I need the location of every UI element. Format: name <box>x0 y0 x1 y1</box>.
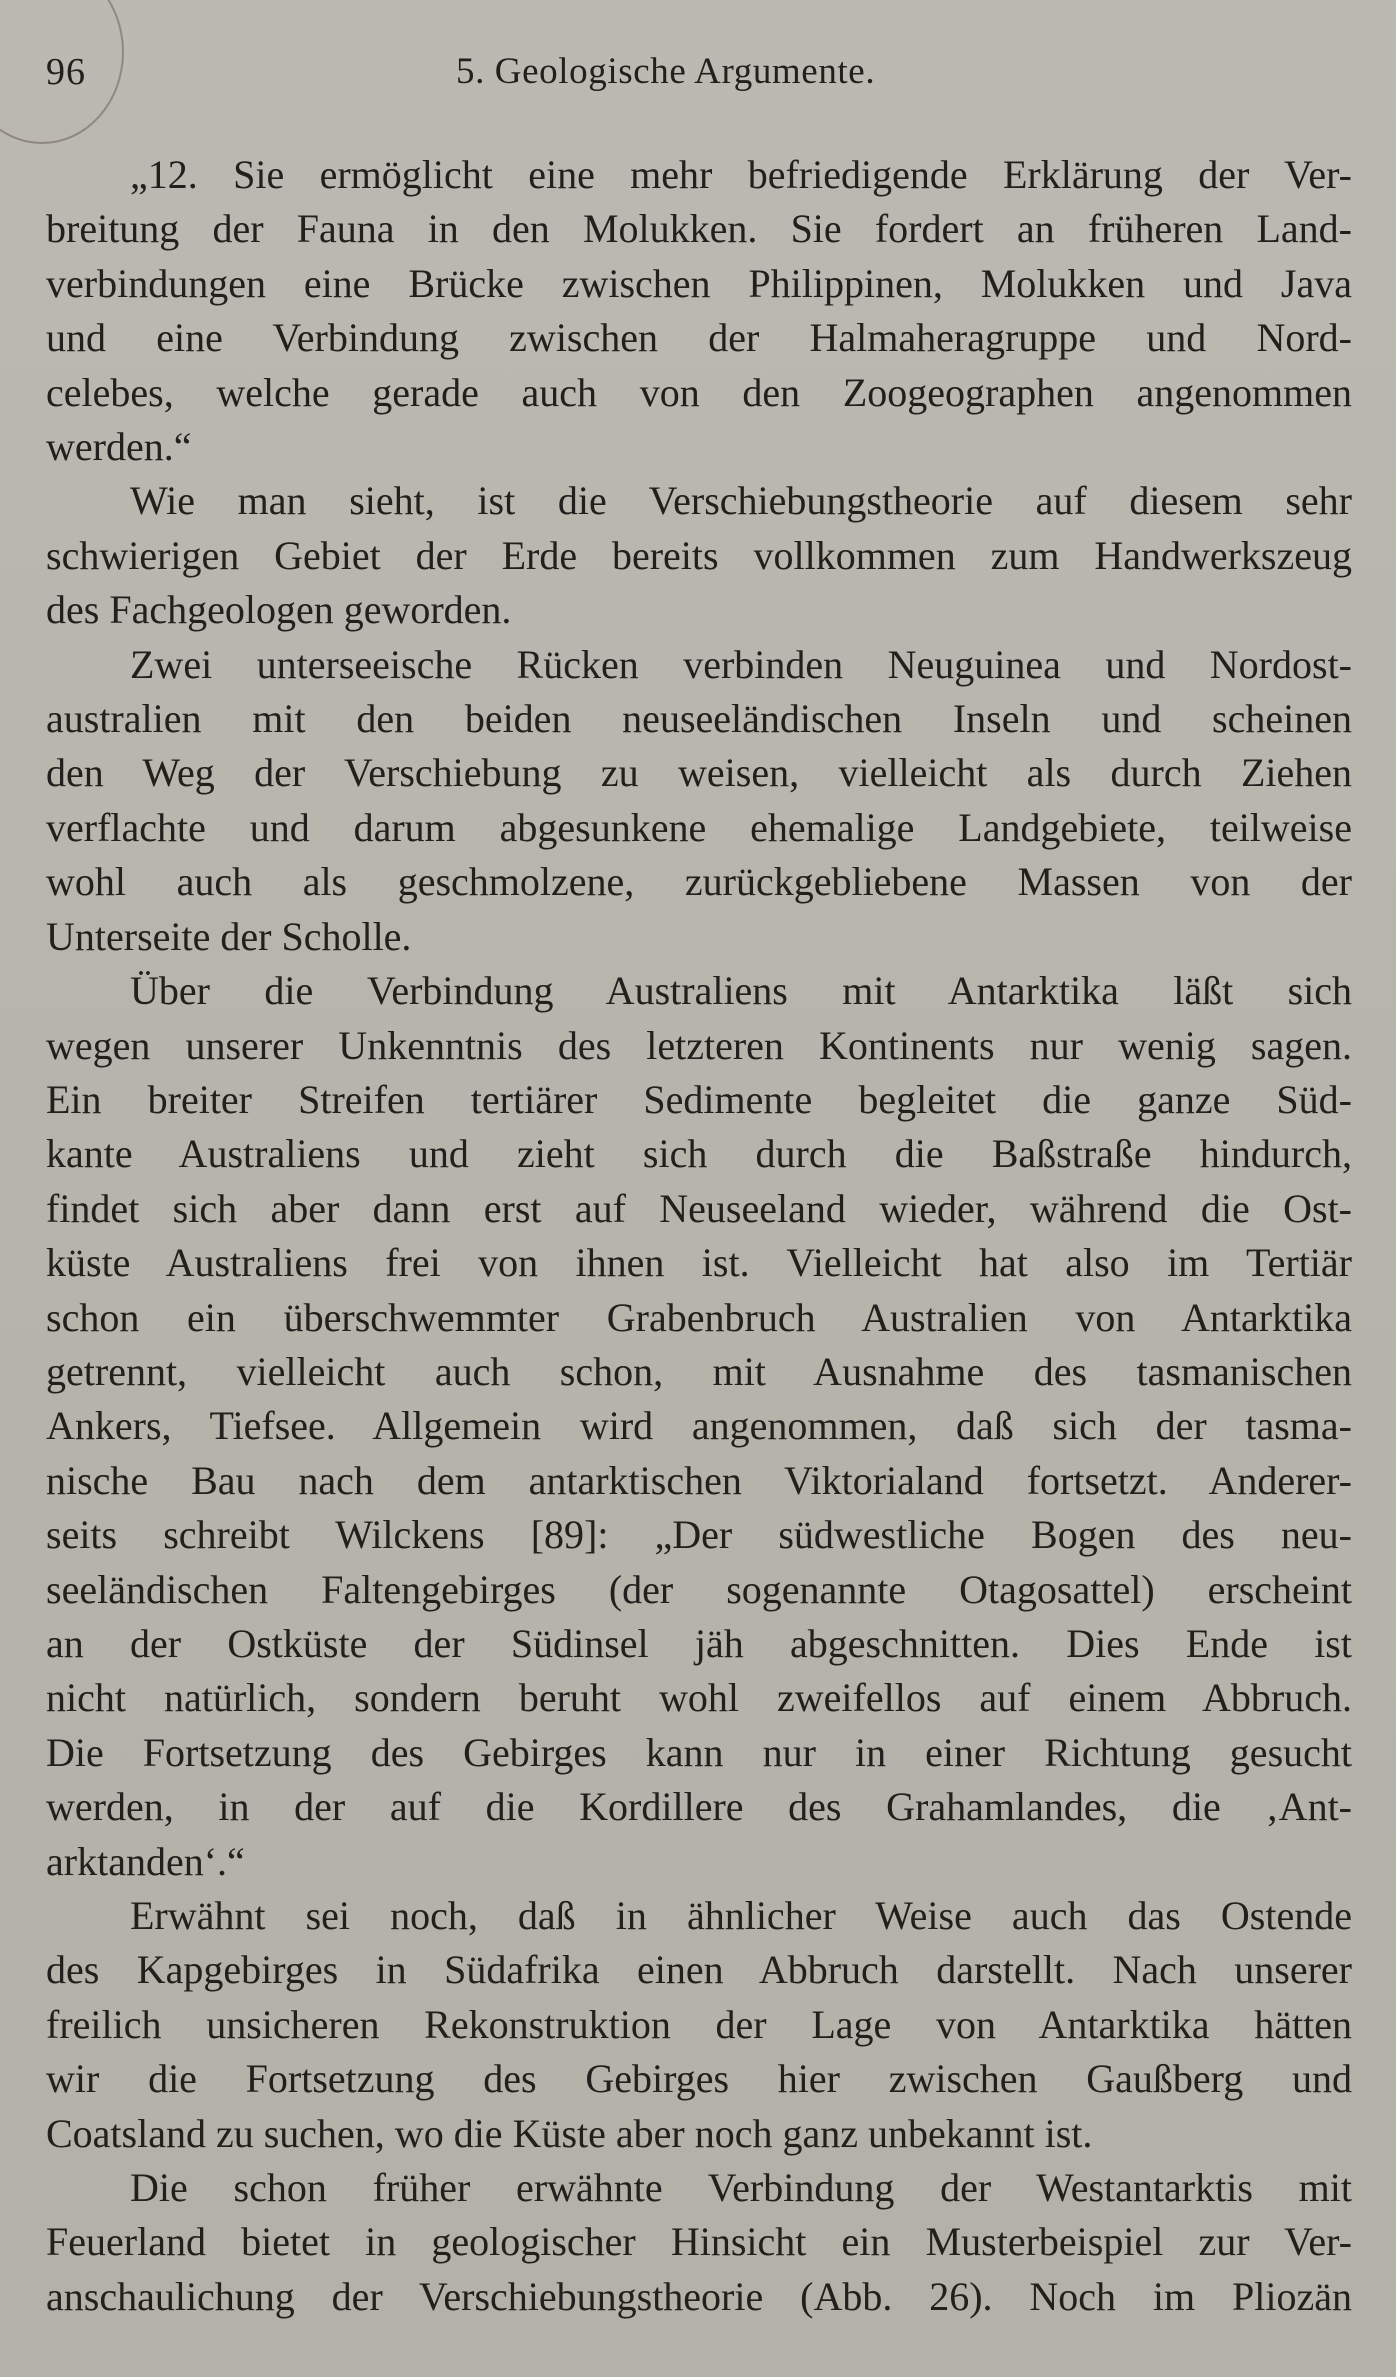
running-head: 5. Geologische Argumente. <box>456 51 876 92</box>
text-line: Unterseite der Scholle. <box>46 913 412 959</box>
text-line: Die schon früher erwähnte Verbindung der Westantarktis mit <box>130 2165 1352 2211</box>
body-text <box>46 148 1352 2324</box>
text-line: wegen unserer Unkenntnis des letzteren Kontinents nur wenig sagen. <box>46 1022 1352 1068</box>
text-line: den Weg der Verschiebung zu weisen, vielleicht als durch Ziehen <box>46 750 1352 796</box>
text-line: küste Australiens frei von ihnen ist. Vielleicht hat also im Tertiär <box>46 1240 1352 1286</box>
text-line: anschaulichung der Verschiebungstheorie (Abb. 26). Noch im Pliozän <box>46 2273 1352 2319</box>
text-line: verflachte und darum abgesunkene ehemalige Landgebiete, teilweise <box>46 804 1352 850</box>
text-line: seits schreibt Wilckens [89]: „Der südwestliche Bogen des neu- <box>46 1512 1352 1558</box>
text-line: „12. Sie ermöglicht eine mehr befriedigende Erklärung der Ver- <box>130 152 1352 197</box>
text-line: Ein breiter Streifen tertiärer Sedimente begleitet die ganze Süd- <box>46 1076 1352 1122</box>
text-line: breitung der Fauna in den Molukken. Sie fordert an früheren Land- <box>46 206 1352 252</box>
text-line: schon ein überschwemmter Grabenbruch Australien von Antarktika <box>46 1294 1352 1340</box>
text-line: nicht natürlich, sondern beruht wohl zweifellos auf einem Abbruch. <box>46 1675 1352 1721</box>
text-line: nische Bau nach dem antarktischen Viktorialand fortsetzt. Anderer- <box>46 1457 1352 1503</box>
text-line: Zwei unterseeische Rücken verbinden Neuguinea und Nordost- <box>130 641 1352 687</box>
text-line: Die Fortsetzung des Gebirges kann nur in einer Richtung gesucht <box>46 1729 1352 1775</box>
text-line: Wie man sieht, ist die Verschiebungstheorie auf diesem sehr <box>130 478 1352 524</box>
text-line: wohl auch als geschmolzene, zurückgebliebene Massen von der <box>46 859 1352 905</box>
text-line: freilich unsicheren Rekonstruktion der Lage von Antarktika hätten <box>46 2001 1352 2047</box>
text-line: australien mit den beiden neuseeländischen Inseln und scheinen <box>46 696 1352 742</box>
text-line: celebes, welche gerade auch von den Zoogeographen angenommen <box>46 369 1352 415</box>
text-line: getrennt, vielleicht auch schon, mit Ausnahme des tasmanischen <box>46 1348 1352 1394</box>
text-line: werden, in der auf die Kordillere des Grahamlandes, die ‚Ant- <box>46 1784 1352 1830</box>
text-line: verbindungen eine Brücke zwischen Philippinen, Molukken und Java <box>46 260 1352 306</box>
text-line: findet sich aber dann erst auf Neuseeland wieder, während die Ost- <box>46 1185 1352 1231</box>
text-line: Über die Verbindung Australiens mit Antarktika läßt sich <box>130 968 1352 1014</box>
text-line: werden.“ <box>46 424 192 470</box>
text-line: kante Australiens und zieht sich durch die Baßstraße hindurch, <box>46 1131 1352 1177</box>
text-line: wir die Fortsetzung des Gebirges hier zwischen Gaußberg und <box>46 2056 1352 2102</box>
text-line: an der Ostküste der Südinsel jäh abgeschnitten. Dies Ende ist <box>46 1620 1352 1666</box>
text-line: Erwähnt sei noch, daß in ähnlicher Weise auch das Ostende <box>130 1893 1352 1938</box>
text-line: Ankers, Tiefsee. Allgemein wird angenommen, daß sich der tasma- <box>46 1403 1352 1449</box>
text-line: Feuerland bietet in geologischer Hinsicht ein Musterbeispiel zur Ver- <box>46 2219 1352 2265</box>
text-line: arktanden‘.“ <box>46 1838 245 1884</box>
text-line: des Fachgeologen geworden. <box>46 587 512 633</box>
text-line: seeländischen Faltengebirges (der sogenannte Otagosattel) erscheint <box>46 1566 1352 1612</box>
text-line: schwierigen Gebiet der Erde bereits vollkommen zum Handwerkszeug <box>46 532 1352 578</box>
page-number: 96 <box>46 51 86 93</box>
page-header <box>46 50 1346 110</box>
text-line: des Kapgebirges in Südafrika einen Abbruch darstellt. Nach unserer <box>46 1947 1352 1993</box>
text-line: und eine Verbindung zwischen der Halmaheragruppe und Nord- <box>46 315 1352 361</box>
text-line: Coatsland zu suchen, wo die Küste aber noch ganz unbekannt ist. <box>46 2110 1093 2156</box>
